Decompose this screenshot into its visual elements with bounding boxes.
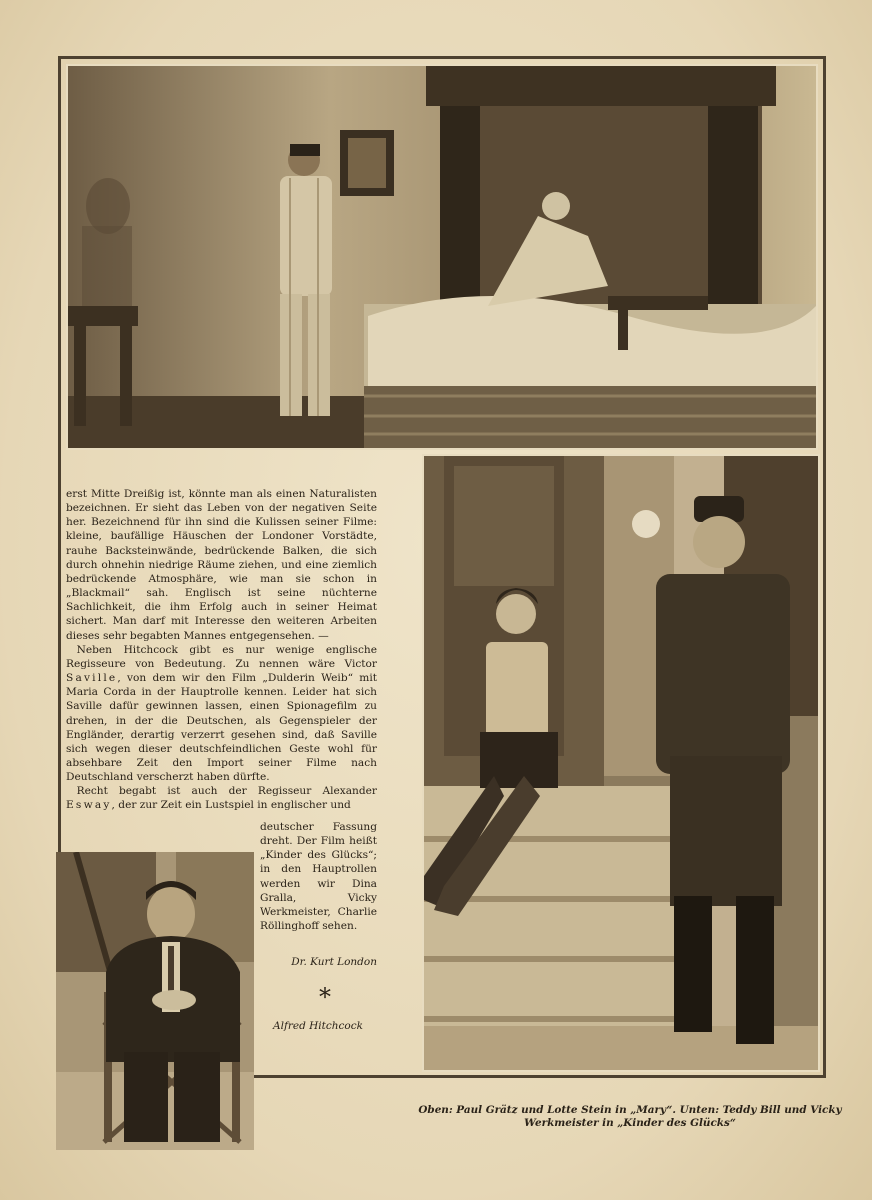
article-text	[66, 487, 377, 813]
portrait-caption: Alfred Hitchcock	[273, 1020, 363, 1032]
section-separator: *	[319, 983, 331, 1011]
article-paragraph-3	[66, 784, 377, 812]
paragraph-2-text-b: , von dem wir den Film „Dulderin Weib“ mit Maria Corda in der Hauptrolle kennen. Leider hat sich Saville dafür gewinnen lassen, einen Spionagefilm zu drehen, in der die Deutschen, als Gegenspieler der Engländer, derartig verzerrt gesehen sind, daß Saville sich wegen dieser deutschfeindlichen Geste wohl für absehbare Zeit den Import seiner Filme nach Deutschland verscherzt haben dürfte.	[66, 672, 377, 784]
article-paragraph-1: erst Mitte Dreißig ist, könnte man als einen Naturalisten bezeichnen. Er sieht das Leben von der negativen Seite her. Bezeichnend für ihn sind die Kulissen seiner Filme: kleine, baufällige Häuschen der Londoner Vorstädte, rauhe Backsteinwände, bedrückende Balken, die sich durch ohnehin niedrige Räume ziehen, und eine ziemlich bedrückende Atmosphäre, wie man sie schon in „Blackmail“ sah. Englisch ist seine nüchterne Sachlichkeit, die ihm Erfolg auch in seiner Heimat sichert. Man darf mit Interesse den weiteren Arbeiten dieses sehr begabten Mannes entgegensehen. —	[66, 488, 377, 642]
article-paragraph-2	[66, 643, 377, 785]
paragraph-3-text-b: , der zur Zeit ein Lustspiel in englischer und	[111, 799, 351, 812]
photo-mary-scene	[66, 64, 818, 450]
name-saville: Saville	[66, 672, 118, 685]
photo-caption: Oben: Paul Grätz und Lotte Stein in „Mary“. Unten: Teddy Bill und Vicky Werkmeister in „Kinder des Glücks“	[418, 1104, 842, 1129]
name-esway: Esway	[66, 799, 112, 812]
photo-alfred-hitchcock	[56, 852, 254, 1150]
paragraph-2-text-a: Neben Hitchcock gibt es nur wenige englische Regisseure von Bedeutung. Zu nennen wäre Victor	[66, 643, 377, 670]
photo-kinder-des-gluecks-scene	[422, 454, 820, 1072]
paragraph-3-text-a: Recht begabt ist auch der Regisseur Alexander	[76, 785, 377, 798]
article-paragraph-3-continuation: deutscher Fassung dreht. Der Film heißt „Kinder des Glücks“; in den Hauptrollen werden wir Dina Gralla, Vicky Werkmeister, Charlie Röllinghoff sehen.	[260, 821, 377, 933]
author-signature: Dr. Kurt London	[291, 956, 377, 968]
